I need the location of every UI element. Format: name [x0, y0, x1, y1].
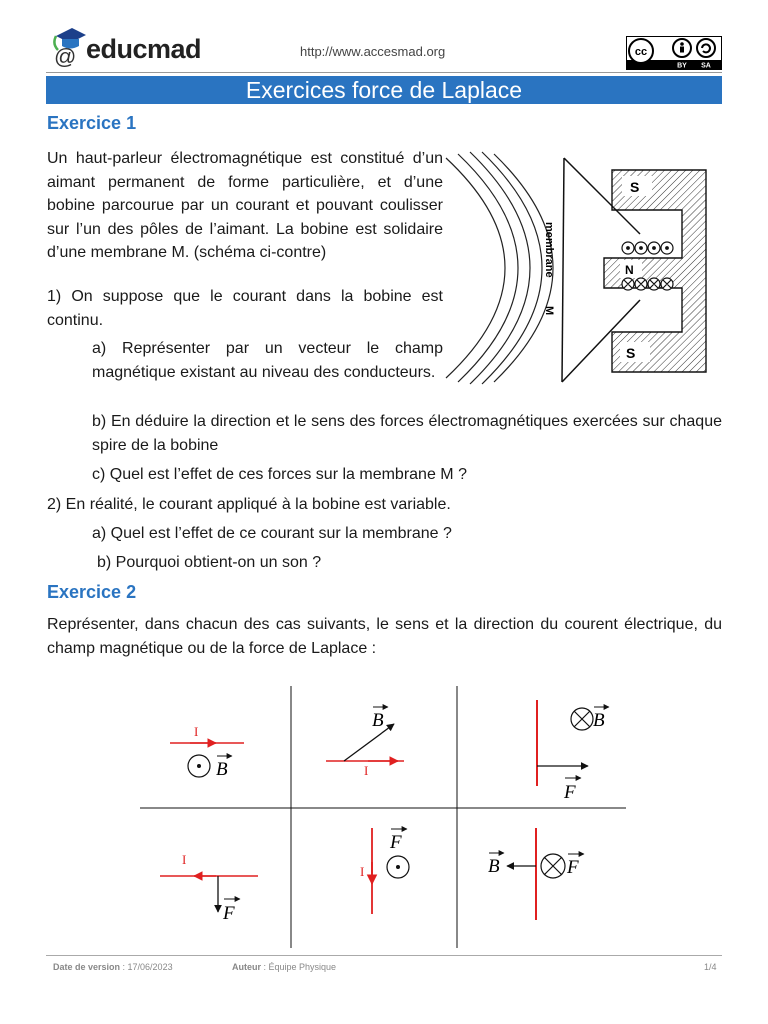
- exercise1-q1: 1) On suppose que le courant dans la bobine est continu.: [47, 288, 443, 329]
- case-2: [326, 707, 404, 778]
- exercise1-q2b: b) Pourquoi obtient-on un son ?: [97, 554, 322, 571]
- case5-current-label: I: [360, 864, 365, 879]
- exercise1-q1c: c) Quel est l’effet de ces forces sur la membrane M ?: [92, 466, 467, 483]
- footer-version-value: : 17/06/2023: [120, 962, 173, 972]
- loudspeaker-diagram: [444, 150, 720, 386]
- pole-top: S: [630, 179, 640, 195]
- cc-mark: cc: [634, 46, 648, 58]
- exercise2-cases-grid: [136, 686, 630, 948]
- sa-icon: [697, 39, 715, 57]
- footer-author-value: : Équipe Physique: [261, 962, 337, 972]
- case4-current-label: I: [182, 852, 187, 867]
- pole-center: N: [625, 263, 634, 277]
- case6-force-label: F: [567, 857, 579, 878]
- case2-current-label: I: [364, 763, 369, 778]
- case-3: [537, 700, 609, 803]
- case-4: [160, 852, 258, 924]
- logo-text: educmad: [86, 34, 202, 64]
- exercise1-q1b: b) En déduire la direction et le sens des forces électromagnétiques exercées sur chaque spire de la bobine: [92, 413, 722, 454]
- exercise1-heading: Exercice 1: [47, 113, 137, 133]
- membrane-arcs: [446, 152, 553, 384]
- case-1: [170, 724, 244, 780]
- case1-current-label: I: [194, 724, 199, 739]
- header-divider: [46, 72, 722, 73]
- case1-field-label: B: [216, 759, 228, 780]
- case2-field-arrow: [344, 724, 394, 761]
- pole-bottom: S: [626, 345, 636, 361]
- page-title: Exercices force de Laplace: [46, 76, 722, 104]
- exercise2-instruction: Représenter, dans chacun des cas suivants, le sens et la direction du courent électrique, du champ magnétique ou de la force de Laplace :: [47, 616, 722, 657]
- case-6: [488, 828, 584, 920]
- coil-dots: [622, 242, 673, 254]
- case4-force-label: F: [223, 903, 235, 924]
- exercise1-q2a: a) Quel est l’effet de ce courant sur la membrane ?: [92, 525, 452, 542]
- footer-author-label: Auteur: [232, 962, 261, 972]
- case6-field-label: B: [488, 856, 500, 877]
- by-label: BY: [677, 62, 687, 70]
- footer-version-label: Date de version: [53, 962, 121, 972]
- exercise2-heading: Exercice 2: [47, 582, 137, 602]
- case5-force-label: F: [390, 832, 402, 853]
- footer-author: [232, 962, 336, 972]
- case3-force-label: F: [564, 782, 576, 803]
- cc-license-badge[interactable]: [626, 36, 722, 70]
- footer-divider: [46, 955, 722, 956]
- membrane-label: membrane: [543, 222, 555, 278]
- footer-version: [53, 962, 173, 972]
- sa-label: SA: [701, 62, 711, 70]
- case2-field-label: B: [372, 710, 384, 731]
- exercise1-q2: 2) En réalité, le courant appliqué à la bobine est variable.: [47, 496, 451, 513]
- membrane-letter: M: [543, 306, 555, 316]
- at-sign-icon: @: [54, 44, 77, 69]
- case3-field-label: B: [593, 710, 605, 731]
- magnet-body: [604, 170, 706, 372]
- footer-page-number: 1/4: [704, 962, 717, 972]
- exercise1-intro: Un haut-parleur électromagnétique est constitué d’un aimant permanent de forme particulière, et d’une bobine parcourue par un courant et pouvant coulisser sur l’un des pôles de l’aimant. La bobine est solidaire d’une membrane M. (schéma ci-contre): [47, 150, 443, 261]
- case-5: [360, 828, 409, 914]
- exercise1-q1a: a) Représenter par un vecteur le champ magnétique existant au niveau des conducteurs.: [92, 340, 443, 381]
- site-url[interactable]: http://www.accesmad.org: [300, 44, 446, 59]
